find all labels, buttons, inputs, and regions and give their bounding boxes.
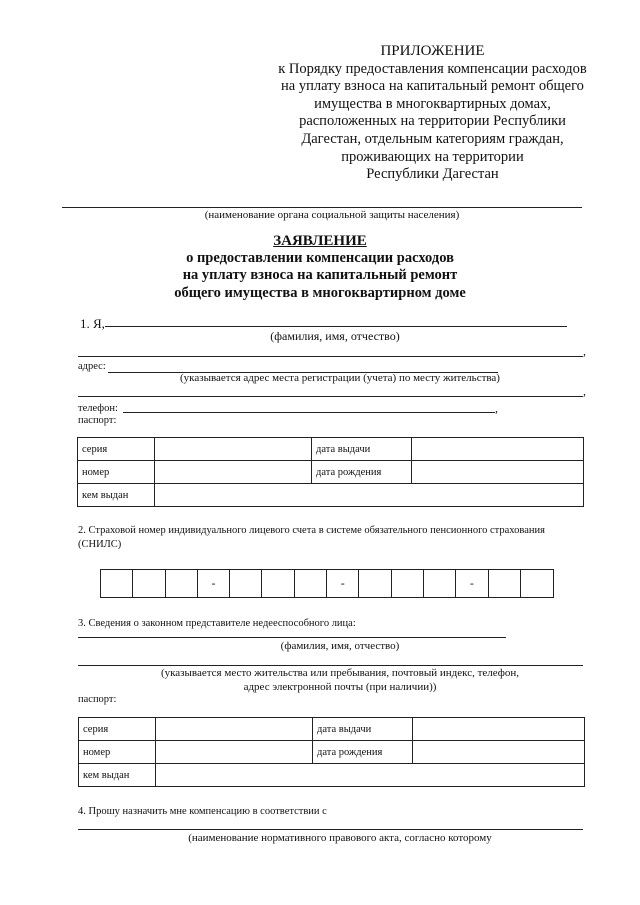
passport-label: паспорт: [78,415,117,426]
heading-line: на уплату взноса на капитальный ремонт [182,267,458,284]
series-label: серия [78,438,155,461]
document-heading [0,233,640,302]
table-row [78,438,584,461]
snils-cell[interactable] [166,570,198,597]
snils-separator: - [456,570,488,597]
representative-passport-label: паспорт: [78,694,117,705]
series-input[interactable] [155,438,312,461]
heading-line: общего имущества в многоквартирном доме [174,284,466,301]
appendix-line: Республики Дагестан [366,166,499,183]
number-label: номер [78,461,155,484]
appendix-line: расположенных на территории Республики [299,113,566,130]
appendix-line: Дагестан, отдельным категориям граждан, [301,130,564,147]
issue-date-input[interactable] [413,718,585,741]
number-label: номер [79,741,156,764]
comma-mark: , [583,344,586,358]
snils-input[interactable] [100,569,554,598]
compensation-text: 4. Прошу назначить мне компенсацию в соответствии с [78,806,327,817]
caption-line: (указывается место жительства или пребывания, почтовый индекс, телефон, [160,667,520,679]
representative-name-line[interactable] [78,637,506,638]
snils-text: 2. Страховой номер индивидуального лицевого счета в системе обязательного пенсионного страхования (СНИЛС) [78,525,545,550]
snils-cell[interactable] [359,570,391,597]
snils-cell[interactable] [133,570,165,597]
snils-cell[interactable] [521,570,553,597]
series-label: серия [79,718,156,741]
representative-name-caption: (фамилия, имя, отчество) [280,640,400,652]
compensation-act-line[interactable] [78,829,583,830]
compensation-caption: (наименование нормативного правового акта, согласно которому [188,832,492,844]
birth-date-input[interactable] [413,741,585,764]
table-row [79,764,585,787]
issued-by-input[interactable] [156,764,585,787]
snils-separator: - [327,570,359,597]
snils-cell[interactable] [489,570,521,597]
comma-mark: , [583,384,586,398]
snils-cell[interactable] [101,570,133,597]
organ-input-line[interactable] [62,207,582,208]
snils-separator: - [198,570,230,597]
snils-cell[interactable] [230,570,262,597]
applicant-prefix: 1. Я, [80,316,105,331]
document-title: ЗАЯВЛЕНИЕ [273,233,367,249]
appendix-line: к Порядку предоставления компенсации расходов [278,60,587,77]
caption-line: адрес электронной почты (при наличии)) [243,680,437,693]
appendix-line: проживающих на территории [341,148,524,165]
applicant-name-line[interactable] [105,326,567,327]
address-input-line-2[interactable] [78,396,583,397]
birth-date-label: дата рождения [312,461,412,484]
number-input[interactable] [155,461,312,484]
snils-cell[interactable] [295,570,327,597]
address-caption: (указывается адрес места регистрации (учета) по месту жительства) [180,372,500,384]
table-row [78,484,584,507]
issue-date-label: дата выдачи [313,718,413,741]
series-input[interactable] [156,718,313,741]
representative-address-caption [130,667,550,694]
representative-text: 3. Сведения о законном представителе недееспособного лица: [78,618,356,629]
table-row [78,461,584,484]
birth-date-input[interactable] [412,461,584,484]
issued-by-input[interactable] [155,484,584,507]
address-label: адрес: [78,361,106,372]
heading-line: о предоставлении компенсации расходов [186,250,454,267]
issued-by-label: кем выдан [79,764,156,787]
representative-address-line[interactable] [78,665,583,666]
table-row [79,718,585,741]
snils-cell[interactable] [392,570,424,597]
table-row [79,741,585,764]
representative-passport-table [78,717,585,787]
comma-mark: , [495,401,498,415]
issue-date-label: дата выдачи [312,438,412,461]
issue-date-input[interactable] [412,438,584,461]
appendix-line: имущества в многоквартирных домах, [314,95,551,112]
organ-caption: (наименование органа социальной защиты населения) [204,209,460,221]
issued-by-label: кем выдан [78,484,155,507]
passport-table [77,437,584,507]
phone-input-line[interactable] [123,412,495,413]
appendix-block [250,43,615,184]
appendix-line: на уплату взноса на капитальный ремонт общего [281,78,584,95]
snils-cell[interactable] [262,570,294,597]
birth-date-label: дата рождения [313,741,413,764]
appendix-title: ПРИЛОЖЕНИЕ [380,43,485,59]
applicant-name-line-2[interactable] [78,356,583,357]
number-input[interactable] [156,741,313,764]
phone-label: телефон: [78,403,118,414]
applicant-name-caption: (фамилия, имя, отчество) [270,329,400,343]
snils-cell[interactable] [424,570,456,597]
